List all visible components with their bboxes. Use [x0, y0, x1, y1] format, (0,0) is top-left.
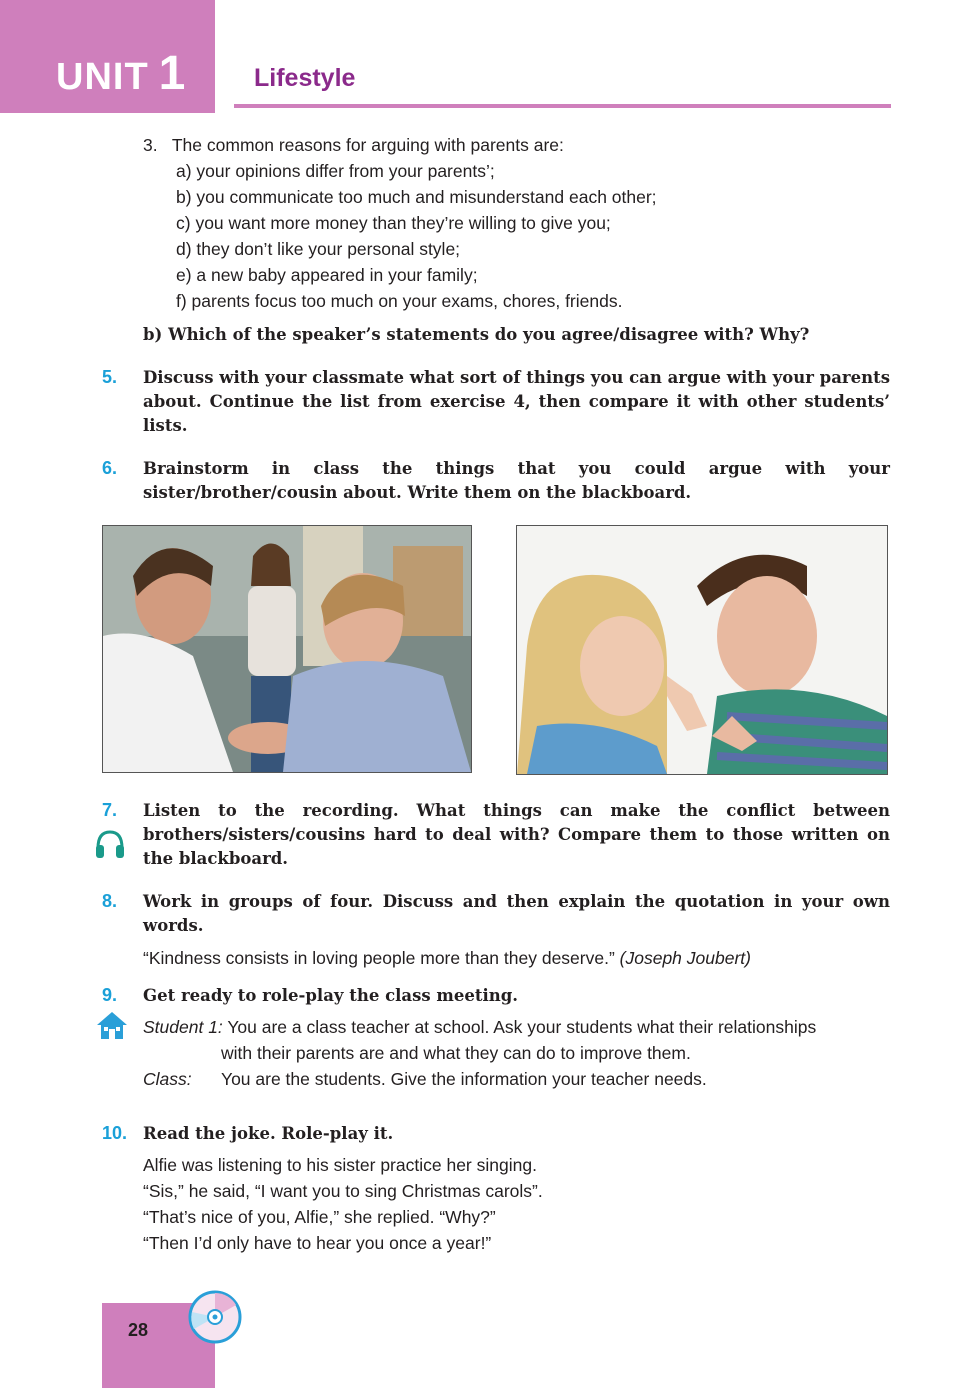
- quotation: [143, 945, 903, 971]
- role-play-roles: [143, 1014, 903, 1092]
- role-1-continuation: with their parents are and what they can do to improve them.: [221, 1043, 691, 1063]
- unit-label: [56, 47, 187, 100]
- joke-line: “Then I’d only have to hear you once a year!”: [143, 1233, 492, 1253]
- reasons-list: [143, 132, 903, 314]
- role-2: [143, 1066, 903, 1092]
- headphones-icon: [94, 828, 126, 865]
- exercise-7-text: Listen to the recording. What things can make the conflict between brothers/sisters/cousins hard to deal with? Compare them to those written on the blackboard.: [143, 801, 890, 868]
- role-1: [143, 1014, 903, 1040]
- reason-option: b) you communicate too much and misunderstand each other;: [176, 187, 657, 207]
- exercise-number: 9.: [102, 985, 118, 1005]
- reason-option: f) parents focus too much on your exams, chores, friends.: [176, 291, 623, 311]
- siblings-argument-photo: [516, 525, 888, 775]
- family-argument-illustration: [103, 526, 471, 772]
- reason-option: d) they don’t like your personal style;: [176, 239, 461, 259]
- title-rule: [234, 104, 891, 108]
- exercise-8-text: Work in groups of four. Discuss and then explain the quotation in your own words.: [143, 892, 890, 935]
- house-icon: [95, 1010, 129, 1045]
- reasons-intro: 3. The common reasons for arguing with parents are:: [143, 135, 564, 155]
- reason-option: c) you want more money than they’re willing to give you;: [176, 213, 611, 233]
- unit-number: 1: [158, 47, 187, 100]
- exercise-number: 7.: [102, 800, 118, 820]
- unit-word: UNIT: [56, 56, 149, 98]
- role-2-label: Class:: [143, 1069, 192, 1089]
- joke-text: [143, 1152, 903, 1256]
- exercise-10-text: Read the joke. Role-play it.: [143, 1124, 394, 1143]
- exercise-number: 10.: [102, 1123, 128, 1143]
- exercise-9-text: Get ready to role-play the class meeting.: [143, 986, 519, 1005]
- role-1-text: You are a class teacher at school. Ask your students what their relationships: [222, 1017, 817, 1037]
- unit-title: Lifestyle: [254, 64, 356, 92]
- family-argument-photo: [102, 525, 472, 773]
- joke-line: “That’s nice of you, Alfie,” she replied. “Why?”: [143, 1207, 496, 1227]
- task-b: b) Which of the speaker’s statements do you agree/disagree with? Why?: [143, 325, 810, 344]
- quote-author: (Joseph Joubert): [619, 948, 751, 968]
- exercise-6-text: Brainstorm in class the things that you could argue with your sister/brother/cousin about. Write them on the blackboard.: [143, 459, 890, 502]
- role-1-label: Student 1:: [143, 1017, 223, 1037]
- reason-option: e) a new baby appeared in your family;: [176, 265, 478, 285]
- exercise-5-text: Discuss with your classmate what sort of things you can argue with your parents about. Continue the list from exercise 4, then compare it with other students’ lists.: [143, 368, 890, 435]
- siblings-argument-illustration: [517, 526, 887, 774]
- cd-icon: [188, 1290, 242, 1349]
- page-number: 28: [128, 1320, 149, 1340]
- quote-text: “Kindness consists in loving people more than they deserve.”: [143, 948, 620, 968]
- exercise-number: 8.: [102, 891, 118, 911]
- role-2-text: You are the students. Give the information your teacher needs.: [221, 1069, 707, 1089]
- joke-line: “Sis,” he said, “I want you to sing Christmas carols”.: [143, 1181, 543, 1201]
- joke-line: Alfie was listening to his sister practice her singing.: [143, 1155, 537, 1175]
- exercise-number: 6.: [102, 458, 118, 478]
- reason-option: a) your opinions differ from your parents’;: [176, 161, 495, 181]
- exercise-number: 5.: [102, 367, 118, 387]
